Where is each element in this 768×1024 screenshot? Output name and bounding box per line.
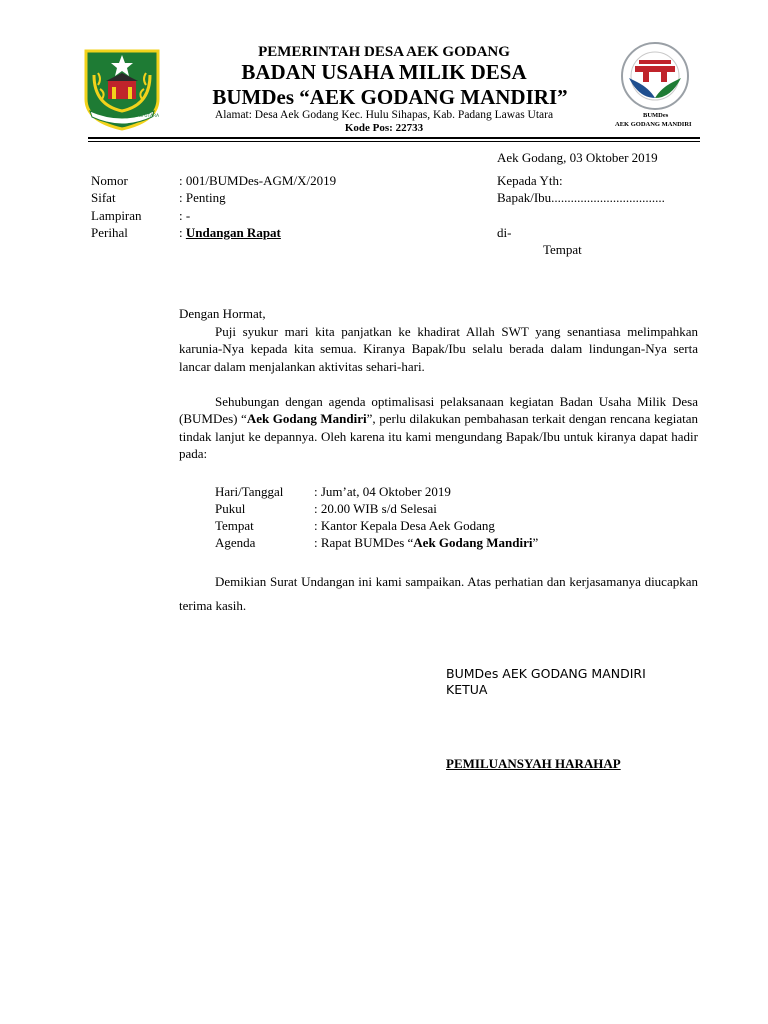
salutation: Dengan Hormat, [179, 306, 266, 321]
letterhead-postal-code: Kode Pos: 22733 [344, 122, 424, 134]
detail-label-agenda: Agenda [215, 535, 256, 550]
detail-value-time: : 20.00 WIB s/d Selesai [314, 501, 437, 516]
paragraph-opening: Puji syukur mari kita panjatkan ke khadirat Allah SWT yang senantiasa melimpahkan karunia-Nya kepada kita semua. Kiranya Bapak/Ibu selalu berada dalam lindungan-Nya serta lancar dalam menjalankan aktivitas sehari-hari. [179, 324, 698, 374]
recipient-header: Kepada Yth: [497, 173, 563, 188]
meta-value-nomor: : 001/BUMDes-AGM/X/2019 [179, 173, 337, 188]
meta-value-perihal: : Undangan Rapat [179, 225, 281, 240]
detail-label-place: Tempat [215, 518, 254, 533]
letterhead-bumdes-name: BUMDes “AEK GODANG MANDIRI” [212, 85, 568, 109]
meta-label-perihal: Perihal [91, 225, 128, 240]
recipient-name: Bapak/Ibu................................... [497, 190, 665, 205]
meta-value-lampiran: : - [179, 208, 191, 223]
detail-value-place: : Kantor Kepala Desa Aek Godang [314, 518, 495, 533]
letterhead-government: PEMERINTAH DESA AEK GODANG [258, 44, 510, 60]
subject-text: Undangan Rapat [185, 225, 281, 240]
recipient-di: di- [497, 225, 512, 240]
logo-caption-bumdes: BUMDes [643, 112, 669, 119]
signature-role: KETUA [446, 682, 488, 697]
signature-organization: BUMDes AEK GODANG MANDIRI [446, 666, 646, 681]
meta-label-sifat: Sifat [91, 190, 116, 205]
meta-label-lampiran: Lampiran [91, 208, 142, 223]
letterhead-title: BADAN USAHA MILIK DESA [241, 60, 527, 84]
detail-value-agenda: : Rapat BUMDes “Aek Godang Mandiri” [314, 535, 539, 550]
letterhead-address: Alamat: Desa Aek Godang Kec. Hulu Sihapas, Kab. Padang Lawas Utara [214, 109, 554, 121]
letter-date: Aek Godang, 03 Oktober 2019 [497, 150, 658, 165]
letterhead-divider-thin [88, 141, 700, 142]
letterhead-divider-thick [88, 137, 700, 139]
meta-value-sifat: : Penting [179, 190, 226, 205]
detail-value-date: : Jum’at, 04 Oktober 2019 [314, 484, 451, 499]
emblem-ribbon-text: PADANG LAWAS UTARA [107, 114, 160, 119]
detail-label-time: Pukul [215, 501, 246, 516]
meta-label-nomor: Nomor [91, 173, 128, 188]
paragraph-purpose: Sehubungan dengan agenda optimalisasi pelaksanaan kegiatan Badan Usaha Milik Desa (BUMDes) “Aek Godang Mandiri”, perlu dilakukan pembahasan terkait dengan rencana kegiatan tindak lanjut ke depannya. Oleh karena itu kami mengundang Bapak/Ibu untuk kiranya dapat hadir pada: [179, 394, 699, 462]
recipient-place: Tempat [543, 242, 582, 257]
signatory-name: PEMILUANSYAH HARAHAP [446, 756, 621, 771]
detail-label-date: Hari/Tanggal [215, 484, 284, 499]
paragraph-closing: Demikian Surat Undangan ini kami sampaikan. Atas perhatian dan kerjasamanya diucapkan terima kasih. [179, 574, 698, 613]
logo-caption-name: AEK GODANG MANDIRI [615, 121, 692, 128]
